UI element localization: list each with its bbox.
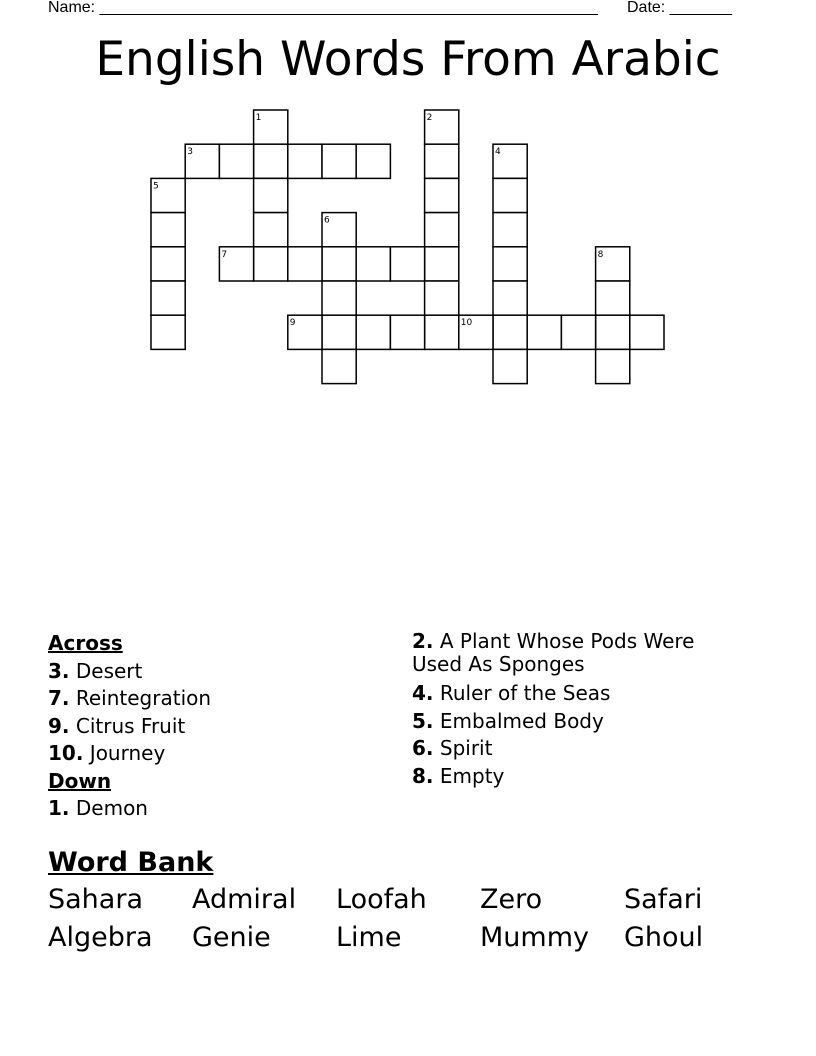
clues-right-column bbox=[412, 630, 732, 790]
word-bank-item: Genie bbox=[192, 922, 271, 953]
cell-number: 5 bbox=[153, 181, 159, 192]
word-bank-item: Admiral bbox=[192, 884, 297, 915]
cell-number: 7 bbox=[221, 249, 228, 260]
grid-cell[interactable] bbox=[493, 178, 527, 212]
grid-cell[interactable] bbox=[561, 315, 595, 349]
clue-across-3: 3. Desert bbox=[48, 658, 143, 683]
grid-cell[interactable] bbox=[493, 281, 527, 315]
grid-cell[interactable] bbox=[322, 247, 356, 281]
word-bank-item: Safari bbox=[624, 884, 703, 915]
grid-cell[interactable] bbox=[288, 144, 322, 178]
cell-number: 3 bbox=[187, 147, 193, 158]
clue-down-6: 6. Spirit bbox=[412, 736, 493, 760]
word-bank-item: Loofah bbox=[336, 884, 427, 915]
grid-cell[interactable] bbox=[425, 247, 459, 281]
name-field-label: Name: ________________________________________________________ bbox=[48, 0, 598, 16]
word-bank-item: Ghoul bbox=[624, 922, 704, 953]
grid-cell[interactable] bbox=[254, 247, 288, 281]
cell-number: 10 bbox=[460, 318, 473, 329]
grid-cell[interactable] bbox=[390, 247, 424, 281]
grid-cell[interactable] bbox=[596, 315, 630, 349]
word-bank-item: Mummy bbox=[480, 922, 589, 953]
grid-cell[interactable] bbox=[219, 144, 253, 178]
crossword-grid bbox=[0, 0, 816, 420]
grid-cell[interactable] bbox=[630, 315, 664, 349]
grid-cell[interactable] bbox=[254, 213, 288, 247]
date-field-label: Date: _______ bbox=[627, 0, 732, 16]
grid-cell[interactable] bbox=[425, 315, 459, 349]
grid-cell[interactable] bbox=[151, 213, 185, 247]
grid-cell[interactable] bbox=[254, 178, 288, 212]
grid-cell[interactable] bbox=[322, 315, 356, 349]
word-bank-item: Sahara bbox=[48, 884, 143, 915]
grid-cell[interactable] bbox=[254, 144, 288, 178]
grid-cell[interactable] bbox=[493, 349, 527, 383]
grid-cell[interactable] bbox=[493, 247, 527, 281]
cell-number: 9 bbox=[289, 318, 296, 329]
clue-across-9: 9. Citrus Fruit bbox=[48, 713, 186, 738]
grid-cell[interactable] bbox=[151, 315, 185, 349]
grid-cell[interactable] bbox=[596, 349, 630, 383]
grid-cell[interactable] bbox=[356, 144, 390, 178]
grid-cell[interactable] bbox=[356, 247, 390, 281]
word-bank-item: Algebra bbox=[48, 922, 153, 953]
clue-down-8: 8. Empty bbox=[412, 763, 505, 788]
clue-down-1: 1. Demon bbox=[48, 796, 148, 820]
grid-cell[interactable] bbox=[322, 349, 356, 383]
clue-down-5: 5. Embalmed Body bbox=[412, 708, 604, 733]
grid-cell[interactable] bbox=[356, 315, 390, 349]
word-bank-item: Zero bbox=[480, 884, 543, 915]
down-heading: Down bbox=[48, 768, 112, 793]
cell-number: 8 bbox=[597, 249, 604, 260]
cell-number: 6 bbox=[324, 215, 330, 226]
grid-cell[interactable] bbox=[151, 281, 185, 315]
grid-cell[interactable] bbox=[322, 281, 356, 315]
word-bank-title: Word Bank bbox=[48, 847, 214, 878]
across-heading: Across bbox=[48, 631, 123, 655]
grid-cell[interactable] bbox=[493, 213, 527, 247]
grid-cell[interactable] bbox=[425, 213, 459, 247]
grid-cell[interactable] bbox=[425, 281, 459, 315]
grid-cell[interactable] bbox=[527, 315, 561, 349]
clue-across-10: 10. Journey bbox=[48, 741, 166, 765]
grid-cell[interactable] bbox=[596, 281, 630, 315]
grid-cell[interactable] bbox=[322, 144, 356, 178]
grid-cell[interactable] bbox=[390, 315, 424, 349]
page-title: English Words From Arabic bbox=[95, 32, 721, 87]
cell-number: 2 bbox=[426, 113, 433, 123]
grid-cell[interactable] bbox=[288, 247, 322, 281]
word-bank-item: Lime bbox=[336, 922, 402, 953]
clue-down-2: 2. A Plant Whose Pods Were Used As Sponges bbox=[412, 629, 695, 676]
clue-across-7: 7. Reintegration bbox=[48, 686, 212, 710]
cell-number: 4 bbox=[495, 147, 501, 158]
cell-number: 1 bbox=[255, 113, 262, 123]
grid-cell[interactable] bbox=[493, 315, 527, 349]
grid-cell[interactable] bbox=[425, 178, 459, 212]
clue-down-4: 4. Ruler of the Seas bbox=[412, 681, 611, 705]
clues-left-column bbox=[48, 630, 388, 823]
grid-cell[interactable] bbox=[151, 247, 185, 281]
grid-cell[interactable] bbox=[425, 144, 459, 178]
